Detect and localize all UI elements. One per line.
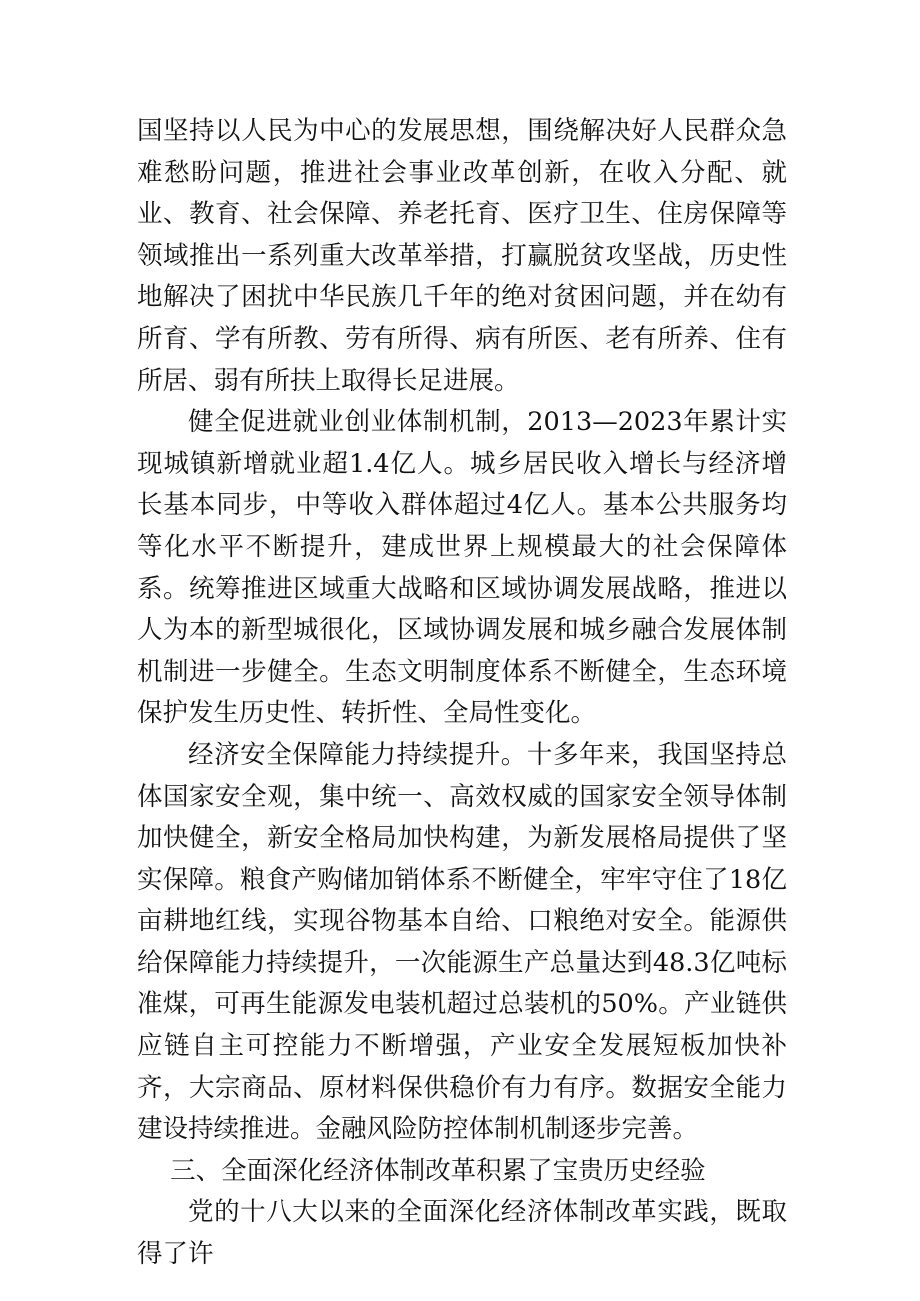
paragraph-employment: 健全促进就业创业体制机制，2013—2023年累计实现城镇新增就业超1.4亿人。城乡居民收入增长与经济增长基本同步，中等收入群体超过4亿人。基本公共服务均等化水平不断提升，建成世界上规模最大的社会保障体系。统筹推进区域重大战略和区域协调发展战略，推进以人为本的新型城很化，区域协调发展和城乡融合发展体制机制进一步健全。生态文明制度体系不断健全，生态环境保护发生历史性、转折性、全局性变化。 — [137, 407, 787, 729]
paragraph-economic-security: 经济安全保障能力持续提升。十多年来，我国坚持总体国家安全观，集中统一、高效权威的国家安全领导体制加快健全，新安全格局加快构建，为新发展格局提供了坚实保障。粮食产购储加销体系不断健全，牢牢守住了18亿亩耕地红线，实现谷物基本自给、口粮绝对安全。能源供给保障能力持续提升，一次能源生产总量达到48.3亿吨标准煤，可再生能源发电装机超过总装机的50%。产业链供应链自主可控能力不断增强，产业安全发展短板加快补齐，大宗商品、原材料保供稳价有力有序。数据安全能力建设持续推进。金融风险防控体制机制逐步完善。 — [137, 739, 787, 1145]
document-body — [137, 111, 787, 1276]
paragraph-continued: 国坚持以人民为中心的发展思想，围绕解决好人民群众急难愁盼问题，推进社会事业改革创新，在收入分配、就业、教育、社会保障、养老托育、医疗卫生、住房保障等领域推出一系列重大改革举措，打赢脱贫攻坚战，历史性地解决了困扰中华民族几千年的绝对贫困问题，并在幼有所育、学有所教、劳有所得、病有所医、老有所养、住有所居、弱有所扶上取得长足进展。 — [137, 116, 787, 396]
paragraph-reform-practice: 党的十八大以来的全面深化经济体制改革实践，既取得了许 — [137, 1197, 787, 1270]
section-heading: 三、全面深化经济体制改革积累了宝贵历史经验 — [170, 1155, 706, 1186]
